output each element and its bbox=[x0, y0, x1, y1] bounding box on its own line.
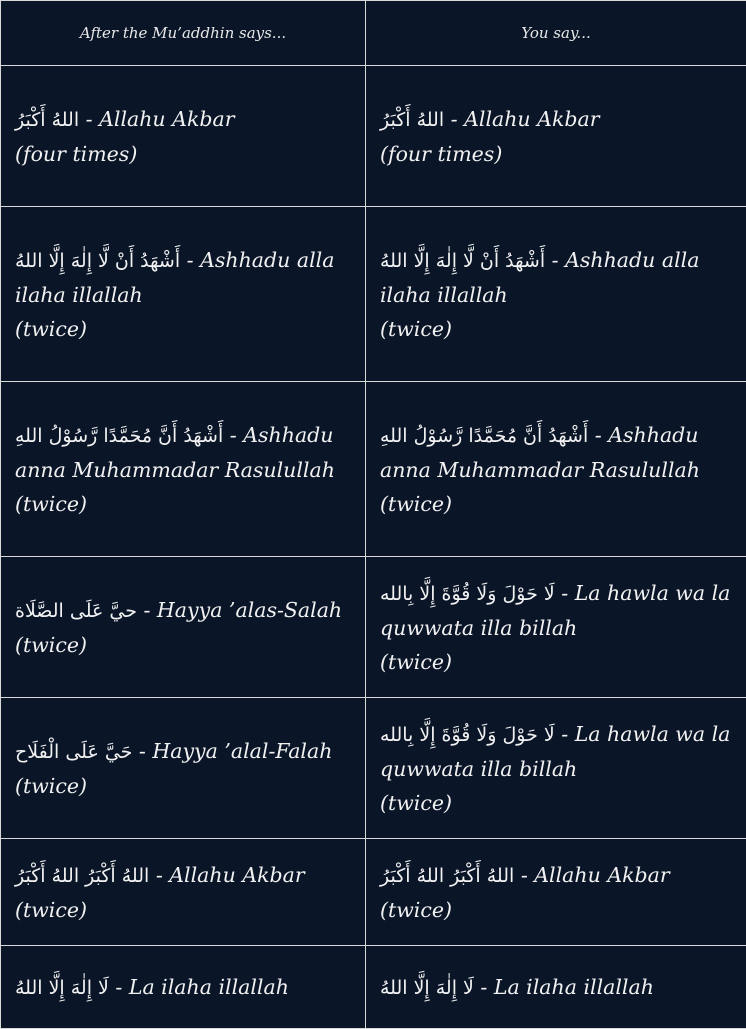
transliteration: - Hayya ’alal-Falah bbox=[132, 739, 332, 763]
transliteration: - Ashhadu alla ilaha illallah bbox=[380, 248, 699, 307]
table-row bbox=[1, 207, 746, 382]
table-row bbox=[1, 698, 746, 839]
transliteration: - Ashhadu alla ilaha illallah bbox=[15, 248, 334, 307]
arabic-text: لَا إِلٰهَ إِلَّا اللهُ bbox=[15, 977, 109, 999]
muaddhin-cell bbox=[1, 946, 366, 1029]
muaddhin-cell bbox=[1, 698, 366, 839]
repeat-note: (twice) bbox=[15, 312, 351, 346]
transliteration: - La ilaha illallah bbox=[109, 975, 289, 999]
muaddhin-cell bbox=[1, 382, 366, 557]
muaddhin-cell bbox=[1, 207, 366, 382]
table-row bbox=[1, 66, 746, 207]
response-cell bbox=[366, 946, 746, 1029]
transliteration: - Ashhadu anna Muhammadar Rasulullah bbox=[15, 423, 335, 482]
table-row bbox=[1, 946, 746, 1029]
transliteration: - Allahu Akbar bbox=[79, 107, 234, 131]
repeat-note: (twice) bbox=[15, 487, 351, 521]
repeat-note: (twice) bbox=[380, 893, 732, 927]
transliteration: - La ilaha illallah bbox=[474, 975, 654, 999]
repeat-note: (twice) bbox=[380, 312, 732, 346]
repeat-note: (twice) bbox=[15, 893, 351, 927]
repeat-note: (twice) bbox=[15, 628, 351, 662]
transliteration: - Hayya ’alas-Salah bbox=[137, 598, 342, 622]
transliteration: - Ashhadu anna Muhammadar Rasulullah bbox=[380, 423, 700, 482]
response-cell bbox=[366, 382, 746, 557]
table-header-row bbox=[1, 1, 746, 66]
repeat-note: (four times) bbox=[380, 137, 732, 171]
arabic-text: اللهُ أَكْبَرُ اللهُ أَكْبَرُ bbox=[380, 865, 514, 887]
arabic-text: حيَّ عَلَى الصَّلَاة bbox=[15, 600, 137, 622]
arabic-text: لَا إِلٰهَ إِلَّا اللهُ bbox=[380, 977, 474, 999]
transliteration: - Allahu Akbar bbox=[149, 863, 304, 887]
arabic-text: أَشْهَدُ أَنْ لَّا إِلٰهَ إِلَّا اللهُ bbox=[380, 250, 545, 272]
arabic-text: لَا حَوْلَ وَلَا قُوَّةَ إِلَّا بِالله bbox=[380, 724, 555, 746]
arabic-text: أَشْهَدُ أَنْ لَّا إِلٰهَ إِلَّا اللهُ bbox=[15, 250, 180, 272]
arabic-text: أَشْهَدُ أَنَّ مُحَمَّدًا رَّسُوْلُ اللهِ bbox=[15, 425, 223, 447]
arabic-text: اللهُ أَكْبَرُ اللهُ أَكْبَرُ bbox=[15, 865, 149, 887]
transliteration: - La hawla wa la quwwata illa billah bbox=[380, 581, 730, 640]
arabic-text: اللهُ أَكْبَرُ bbox=[380, 109, 444, 131]
table-row bbox=[1, 382, 746, 557]
response-cell bbox=[366, 698, 746, 839]
repeat-note: (twice) bbox=[380, 487, 732, 521]
header-muaddhin-says: After the Mu’addhin says... bbox=[1, 1, 366, 66]
arabic-text: لَا حَوْلَ وَلَا قُوَّةَ إِلَّا بِالله bbox=[380, 583, 555, 605]
header-you-say: You say... bbox=[366, 1, 746, 66]
muaddhin-cell bbox=[1, 66, 366, 207]
muaddhin-cell bbox=[1, 839, 366, 946]
muaddhin-cell bbox=[1, 557, 366, 698]
response-cell bbox=[366, 839, 746, 946]
arabic-text: اللهُ أَكْبَرُ bbox=[15, 109, 79, 131]
response-cell bbox=[366, 557, 746, 698]
arabic-text: حَيَّ عَلَى الْفَلَاح bbox=[15, 741, 132, 763]
response-cell bbox=[366, 207, 746, 382]
repeat-note: (four times) bbox=[15, 137, 351, 171]
repeat-note: (twice) bbox=[15, 769, 351, 803]
transliteration: - Allahu Akbar bbox=[444, 107, 599, 131]
repeat-note: (twice) bbox=[380, 786, 732, 820]
transliteration: - La hawla wa la quwwata illa billah bbox=[380, 722, 730, 781]
transliteration: - Allahu Akbar bbox=[514, 863, 669, 887]
table-row bbox=[1, 557, 746, 698]
table-row bbox=[1, 839, 746, 946]
arabic-text: أَشْهَدُ أَنَّ مُحَمَّدًا رَّسُوْلُ اللهِ bbox=[380, 425, 588, 447]
repeat-note: (twice) bbox=[380, 645, 732, 679]
response-cell bbox=[366, 66, 746, 207]
